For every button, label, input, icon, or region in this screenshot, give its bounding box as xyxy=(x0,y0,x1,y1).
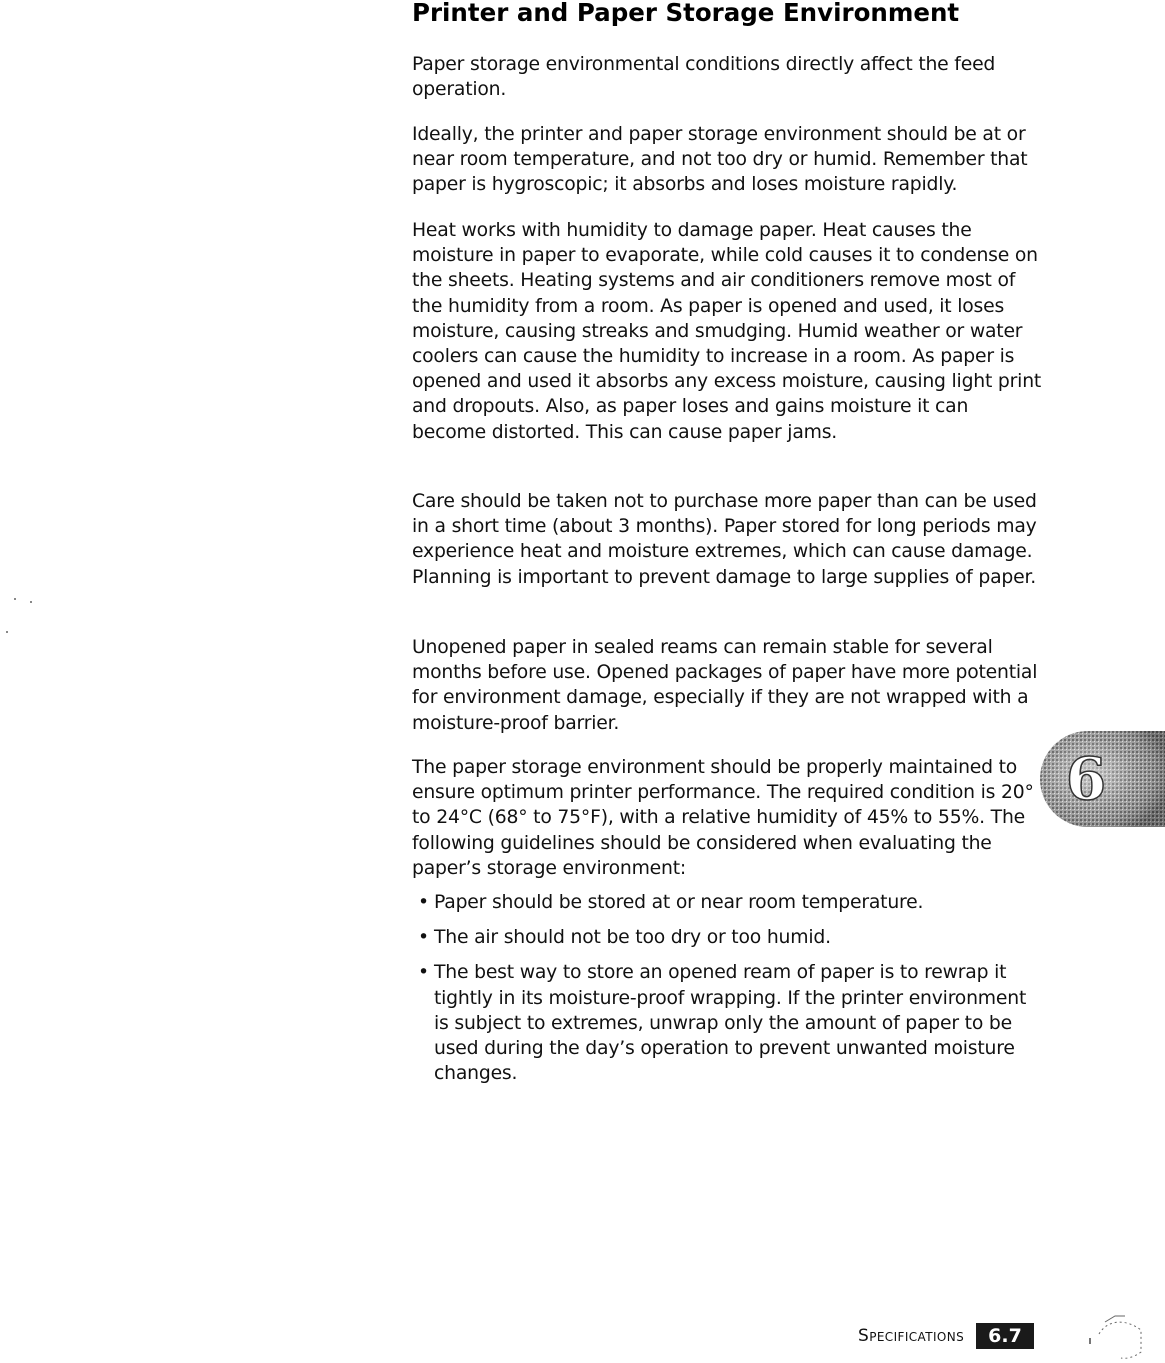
list-item: • The air should not be too dry or too humid. xyxy=(412,925,1046,950)
paragraph: Paper storage environmental conditions directly affect the feed operation. xyxy=(412,54,996,101)
guidelines-list xyxy=(412,890,1046,1096)
footer-page-number: 6.7 xyxy=(976,1323,1034,1349)
page-corner-mark-icon xyxy=(1085,1312,1145,1360)
page-title: Printer and Paper Storage Environment xyxy=(412,0,960,27)
chapter-number: 6 xyxy=(1065,745,1107,813)
scan-speck xyxy=(30,601,32,603)
list-item: • The best way to store an opened ream of paper is to rewrap it tightly in its moisture-proof wrapping. If the printer environment is subject to extremes, unwrap only the amount of paper to be used during the day’s operation to prevent unwanted moisture changes. xyxy=(412,960,1046,1086)
footer-section-label: Specifications xyxy=(858,1326,965,1346)
paragraph: Unopened paper in sealed reams can remain stable for several months before use. Opened packages of paper have more potential for environment damage, especially if they are not wrapped with a moisture-proof barrier. xyxy=(412,637,1038,734)
paragraph: Care should be taken not to purchase more paper than can be used in a short time (about 3 months). Paper stored for long periods may experience heat and moisture extremes, which can cause damage. Planning is important to prevent damage to large supplies of paper. xyxy=(412,491,1037,588)
scan-speck xyxy=(14,598,16,600)
paragraph: Heat works with humidity to damage paper. Heat causes the moisture in paper to evaporate, while cold causes it to condense on the sheets. Heating systems and air conditioners remove most of the humidity from a room. As paper is opened and used, it loses moisture, causing streaks and smudging. Humid weather or water coolers can cause the humidity to increase in a room. As paper is opened and used it absorbs any excess moisture, causing light print and dropouts. Also, as paper loses and gains moisture it can become distorted. This can cause paper jams. xyxy=(412,220,1042,443)
paragraph: Ideally, the printer and paper storage environment should be at or near room temperature, and not too dry or humid. Remember that paper is hygroscopic; it absorbs and loses moisture rapidly. xyxy=(412,124,1028,196)
page-footer xyxy=(858,1322,1034,1350)
paragraph: The paper storage environment should be properly maintained to ensure optimum printer performance. The required condition is 20° to 24°C (68° to 75°F), with a relative humidity of 45% to 55%. The following guidelines should be considered when evaluating the paper’s storage environment: xyxy=(412,757,1034,879)
chapter-tab-badge xyxy=(1040,731,1165,827)
list-item: • Paper should be stored at or near room temperature. xyxy=(412,890,1046,915)
scan-speck xyxy=(6,631,8,633)
page-content xyxy=(412,0,1042,1085)
